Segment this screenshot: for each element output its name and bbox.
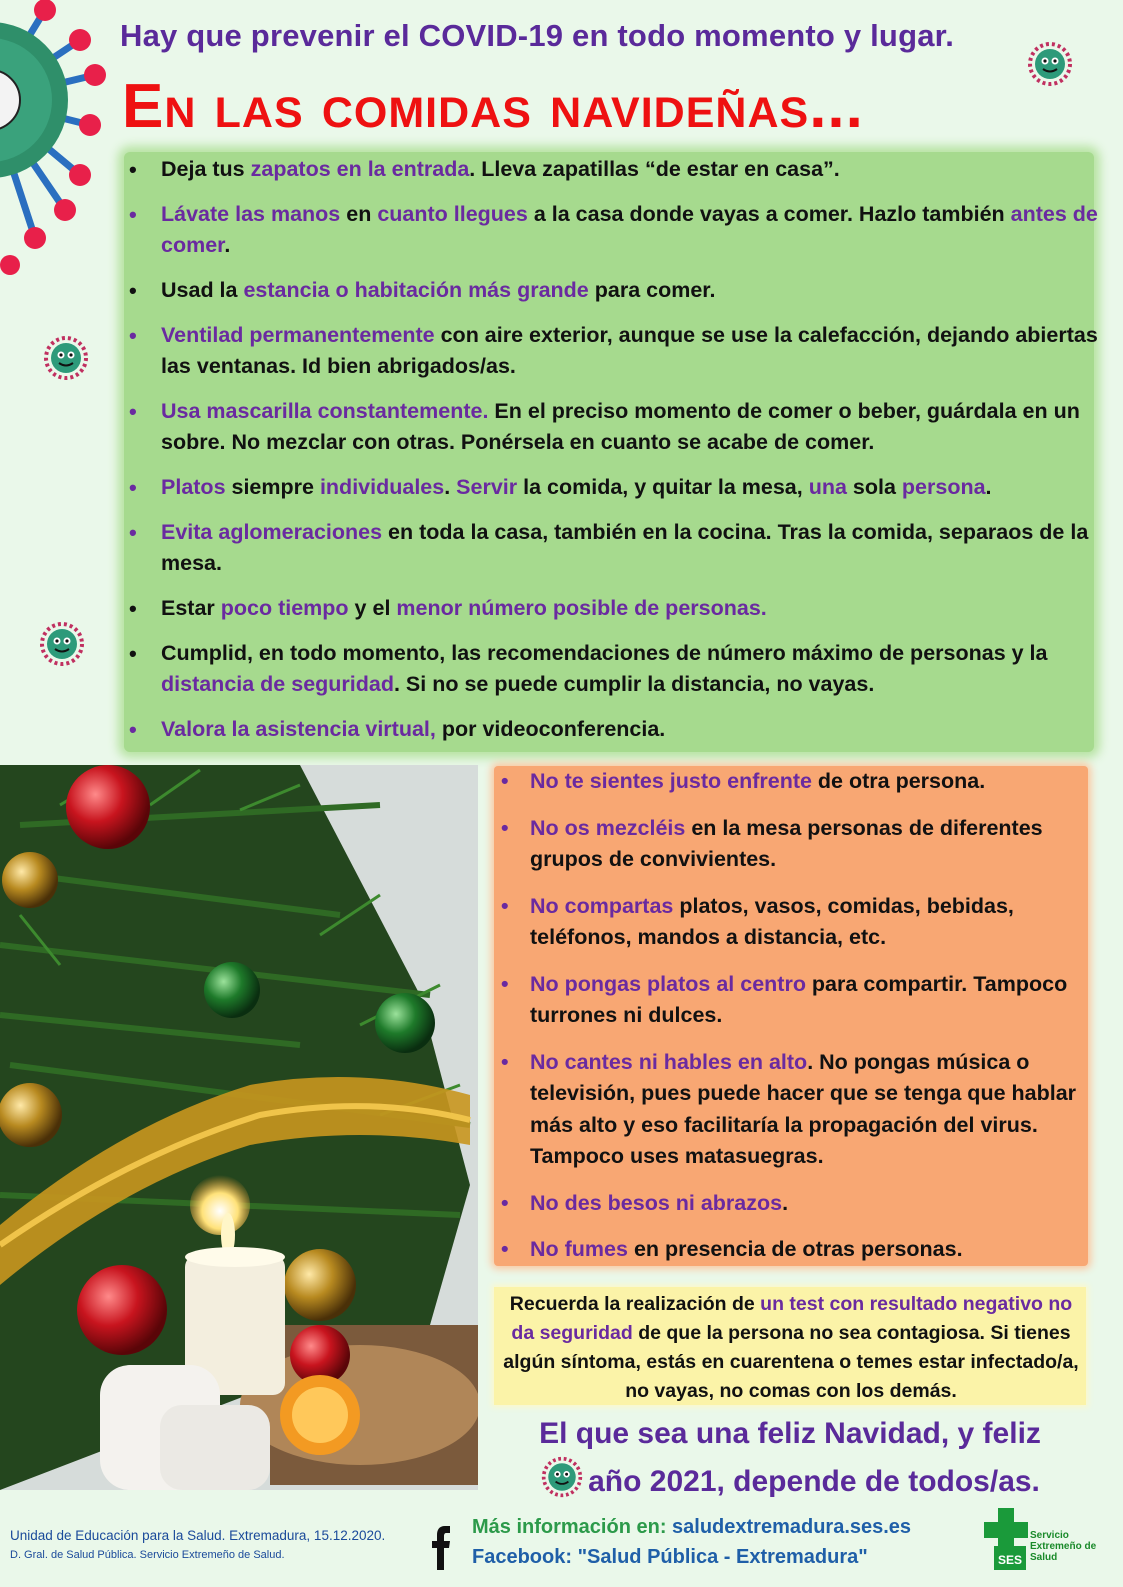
highlighted-text: Valora la asistencia virtual, bbox=[161, 717, 436, 741]
highlighted-text: cuanto llegues bbox=[377, 202, 528, 226]
highlighted-text: Servir bbox=[456, 475, 518, 499]
recommendation-item bbox=[128, 714, 1098, 745]
virus-icon bbox=[42, 334, 90, 382]
highlighted-text: Evita aglomeraciones bbox=[161, 520, 383, 544]
text-segment: Recuerda la realización de bbox=[509, 1293, 761, 1315]
recommendation-item bbox=[128, 396, 1098, 458]
more-info bbox=[472, 1512, 972, 1572]
highlighted-text: estancia o habitación más grande bbox=[243, 278, 589, 302]
text-segment: Deja tus bbox=[161, 157, 251, 181]
text-segment: en la mesa personas de diferentes grupos de convivientes. bbox=[530, 815, 1043, 871]
text-segment: . bbox=[985, 475, 992, 499]
highlighted-text: una bbox=[808, 475, 847, 499]
text-segment: la comida, y quitar la mesa, bbox=[517, 475, 809, 499]
prohibition-item bbox=[498, 813, 1088, 876]
recommendation-item bbox=[128, 638, 1098, 700]
text-segment: en bbox=[340, 202, 378, 226]
text-segment: en presencia de otras personas. bbox=[627, 1237, 963, 1261]
recommendation-item bbox=[128, 593, 1098, 624]
footer-credits bbox=[10, 1528, 430, 1561]
text-segment: . bbox=[444, 475, 457, 499]
recommendation-item bbox=[128, 320, 1098, 382]
text-segment: por videoconferencia. bbox=[435, 717, 666, 741]
prohibition-item bbox=[498, 1234, 1088, 1266]
highlighted-text: Ventilad permanentemente bbox=[161, 323, 435, 347]
page-title: En las comidas navideñas... bbox=[122, 72, 864, 141]
closing-message bbox=[490, 1413, 1090, 1503]
highlighted-text: No des besos ni abrazos bbox=[530, 1190, 783, 1215]
virus-icon bbox=[540, 1455, 584, 1499]
text-segment: . Lleva zapatillas “de estar en casa”. bbox=[469, 157, 840, 181]
recommendation-item bbox=[128, 199, 1098, 261]
prohibition-item bbox=[498, 1047, 1088, 1173]
text-segment: Usad la bbox=[161, 278, 244, 302]
highlighted-text: distancia de seguridad bbox=[161, 672, 394, 696]
prohibition-item bbox=[498, 969, 1088, 1032]
facebook-icon[interactable] bbox=[430, 1525, 454, 1570]
text-segment: de que la persona no sea contagiosa. Si tienes algún síntoma, estás en cuarentena o temes estar infectado/a, no vayas, no comas con los demás. bbox=[503, 1322, 1079, 1402]
highlighted-text: No compartas bbox=[530, 893, 674, 918]
text-segment: siempre bbox=[225, 475, 320, 499]
highlighted-text: un test con resultado negativo no da seguridad bbox=[511, 1293, 1073, 1344]
facebook-link[interactable]: "Salud Pública - Extremadura" bbox=[577, 1546, 868, 1568]
highlighted-text: individuales bbox=[319, 475, 445, 499]
text-segment: . bbox=[782, 1190, 789, 1215]
text-segment: para comer. bbox=[588, 278, 716, 302]
closing-line-2 bbox=[490, 1455, 1090, 1503]
highlighted-text: antes de comer bbox=[161, 202, 1098, 257]
text-segment: . Si no se puede cumplir la distancia, no vayas. bbox=[393, 672, 875, 696]
highlighted-text: persona bbox=[901, 475, 986, 499]
prohibition-item bbox=[498, 1188, 1088, 1220]
facebook-label: Facebook: bbox=[472, 1546, 578, 1568]
highlighted-text: menor número posible de personas. bbox=[396, 596, 767, 620]
recommendation-item bbox=[128, 154, 1098, 185]
text-segment: sola bbox=[846, 475, 902, 499]
highlighted-text: poco tiempo bbox=[220, 596, 349, 620]
closing-line-2-text: año 2021, depende de todos/as. bbox=[588, 1465, 1040, 1498]
closing-line-1: El que sea una feliz Navidad, y feliz bbox=[539, 1417, 1041, 1450]
text-segment: con aire exterior, aunque se use la calefacción, dejando abiertas las ventanas. Id bien abrigados/as. bbox=[161, 323, 1098, 378]
recommendation-item bbox=[128, 517, 1098, 579]
recommendations-list bbox=[128, 154, 1098, 759]
recommendation-item bbox=[128, 275, 1098, 306]
text-segment: platos, vasos, comidas, bebidas, teléfonos, mandos a distancia, etc. bbox=[530, 893, 1014, 949]
virus-icon bbox=[38, 620, 86, 668]
prohibition-item bbox=[498, 891, 1088, 954]
text-segment: . No pongas música o televisión, pues puede hacer que se tenga que hablar más alto y eso facilitaría la propagación del virus. Tampoco uses matasuegras. bbox=[530, 1049, 1077, 1168]
highlighted-text: Usa mascarilla constantemente. bbox=[161, 399, 489, 423]
reminder-text bbox=[500, 1290, 1082, 1406]
highlighted-text: No os mezcléis bbox=[530, 815, 686, 840]
text-segment: . bbox=[224, 233, 231, 257]
text-segment: a la casa donde vayas a comer. Hazlo también bbox=[527, 202, 1011, 226]
virus-icon bbox=[1026, 40, 1074, 88]
logo-abbr: SES bbox=[997, 1553, 1023, 1567]
highlighted-text: No fumes bbox=[530, 1237, 628, 1261]
christmas-tree-photo bbox=[0, 765, 478, 1490]
coronavirus-illustration bbox=[0, 0, 130, 280]
prohibition-item bbox=[498, 766, 1088, 798]
text-segment: Cumplid, en todo momento, las recomendaciones de número máximo de personas y la bbox=[161, 641, 1048, 665]
text-segment: en toda la casa, también en la cocina. Tras la comida, separaos de la mesa. bbox=[161, 520, 1089, 575]
text-segment: de otra persona. bbox=[811, 769, 986, 793]
highlighted-text: No te sientes justo enfrente bbox=[530, 769, 812, 793]
website-link[interactable]: saludextremadura.ses.es bbox=[672, 1516, 912, 1538]
logo-name: Servicio Extremeño de Salud bbox=[1030, 1530, 1097, 1563]
text-segment: para compartir. Tampoco turrones ni dulces. bbox=[530, 971, 1068, 1027]
prohibitions-list bbox=[498, 766, 1088, 1281]
footer-unit: Unidad de Educación para la Salud. Extremadura, 15.12.2020. bbox=[10, 1528, 386, 1543]
text-segment: Estar bbox=[161, 596, 221, 620]
text-segment: En el preciso momento de comer o beber, guárdala en un sobre. No mezclar con otras. Ponérsela en cuanto se acabe de comer. bbox=[161, 399, 1080, 454]
more-info-label: Más información en: bbox=[472, 1516, 673, 1538]
highlighted-text: Platos bbox=[161, 475, 226, 499]
highlighted-text: zapatos en la entrada bbox=[250, 157, 470, 181]
highlighted-text: Lávate las manos bbox=[161, 202, 341, 226]
recommendation-item bbox=[128, 472, 1098, 503]
highlighted-text: No pongas platos al centro bbox=[530, 971, 806, 996]
text-segment: y el bbox=[348, 596, 397, 620]
highlighted-text: No cantes ni hables en alto bbox=[530, 1049, 808, 1074]
footer-dept: D. Gral. de Salud Pública. Servicio Extremeño de Salud. bbox=[10, 1549, 285, 1561]
subtitle: Hay que prevenir el COVID-19 en todo momento y lugar. bbox=[120, 18, 955, 53]
